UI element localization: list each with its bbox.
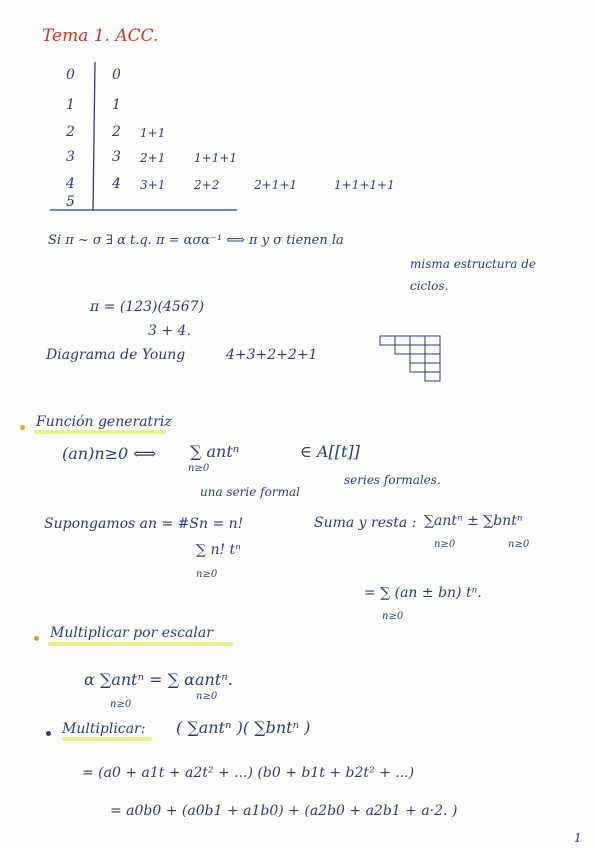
bullet-dot xyxy=(34,636,39,641)
page-number: 1 xyxy=(574,831,582,845)
young-cell xyxy=(410,363,425,372)
partition-entry: 0 xyxy=(112,67,121,83)
suppose-sum: ∑ n! tⁿ xyxy=(196,542,241,558)
partition-entry: 1 xyxy=(112,97,121,113)
sum-label: Suma y resta : xyxy=(314,515,417,531)
heading-highlight xyxy=(62,737,152,741)
sum-expression: ∑antⁿ ± ∑bntⁿ xyxy=(424,513,523,529)
permutation-cycle-type: 3 + 4. xyxy=(148,323,191,339)
young-partition: 4+3+2+2+1 xyxy=(226,347,318,363)
partition-entry: 2+1 xyxy=(140,151,166,165)
multiply-expansion: = (a0 + a1t + a2t² + ...) (b0 + b1t + b2t² + ...) xyxy=(82,765,415,781)
partition-entry: 3+1 xyxy=(140,178,166,192)
gf-sum-index: n≥0 xyxy=(188,463,210,474)
young-cell xyxy=(395,345,410,354)
sum-index-1: n≥0 xyxy=(434,539,456,550)
young-cell xyxy=(425,363,440,372)
conjugate-statement-2: misma estructura de xyxy=(410,257,537,271)
sum-result: = ∑ (an ± bn) tⁿ. xyxy=(364,585,482,601)
scalar-sum-index-1: n≥0 xyxy=(110,699,132,710)
partition-entry: 1+1+1+1 xyxy=(334,178,395,192)
young-cell xyxy=(425,372,440,381)
partition-entry: 2+1+1 xyxy=(254,178,298,192)
conjugate-statement: Si π ~ σ ∃ α t.q. π = ασα⁻¹ ⟺ π y σ tienen la xyxy=(48,233,344,248)
young-diagram-label: Diagrama de Young xyxy=(46,347,186,363)
sum-index-2: n≥0 xyxy=(508,539,530,550)
partition-n: 2 xyxy=(66,124,75,140)
partition-n: 5 xyxy=(66,194,75,210)
gf-sequence: (an)n≥0 ⟺ xyxy=(62,444,157,463)
young-cell xyxy=(410,354,425,363)
suppose-sum-index: n≥0 xyxy=(196,569,218,580)
multiply-result: = a0b0 + (a0b1 + a1b0) + (a2b0 + a2b1 + a·2. ) xyxy=(110,803,458,819)
partition-entry: 2 xyxy=(112,124,121,140)
sum-result-index: n≥0 xyxy=(382,611,404,622)
young-cell xyxy=(380,336,395,345)
gf-sum: ∑ antⁿ xyxy=(190,442,240,461)
partition-entry: 2+2 xyxy=(194,178,220,192)
bullet-dot xyxy=(20,425,25,430)
gf-note-formal-series-2: series formales. xyxy=(344,473,441,487)
young-cell xyxy=(395,336,410,345)
young-cell xyxy=(410,336,425,345)
conjugate-statement-3: ciclos. xyxy=(410,279,449,293)
young-cell xyxy=(425,345,440,354)
gf-ring: ∈ A[[t]] xyxy=(300,442,360,461)
section-heading-scalar-multiply: Multiplicar por escalar xyxy=(50,625,213,641)
bullet-dot xyxy=(46,731,51,736)
gf-note-formal-series: una serie formal xyxy=(200,485,300,499)
partition-entry: 4 xyxy=(112,176,121,192)
permutation-example: π = (123)(4567) xyxy=(90,299,205,315)
multiply-expression: ( ∑antⁿ )( ∑bntⁿ ) xyxy=(176,718,311,737)
heading-highlight xyxy=(34,430,166,434)
suppose-statement: Supongamos an = #Sn = n! xyxy=(44,516,244,532)
page-title: Tema 1. ACC. xyxy=(42,26,159,46)
partition-entry: 1+1+1 xyxy=(194,151,238,165)
partition-entry: 1+1 xyxy=(140,126,166,140)
heading-highlight xyxy=(48,642,233,646)
section-heading-multiply: Multiplicar: xyxy=(62,721,146,737)
young-cell xyxy=(425,336,440,345)
partition-entry: 3 xyxy=(112,149,121,165)
scalar-sum-index-2: n≥0 xyxy=(196,691,218,702)
young-cell xyxy=(410,345,425,354)
young-cell xyxy=(425,354,440,363)
partition-n: 0 xyxy=(66,67,75,83)
partition-n: 4 xyxy=(66,176,75,192)
section-heading-generating-function: Función generatriz xyxy=(36,414,172,430)
partition-n: 1 xyxy=(66,97,75,113)
partition-n: 3 xyxy=(66,149,75,165)
scalar-multiply-expression: α ∑antⁿ = ∑ αantⁿ. xyxy=(84,670,233,689)
